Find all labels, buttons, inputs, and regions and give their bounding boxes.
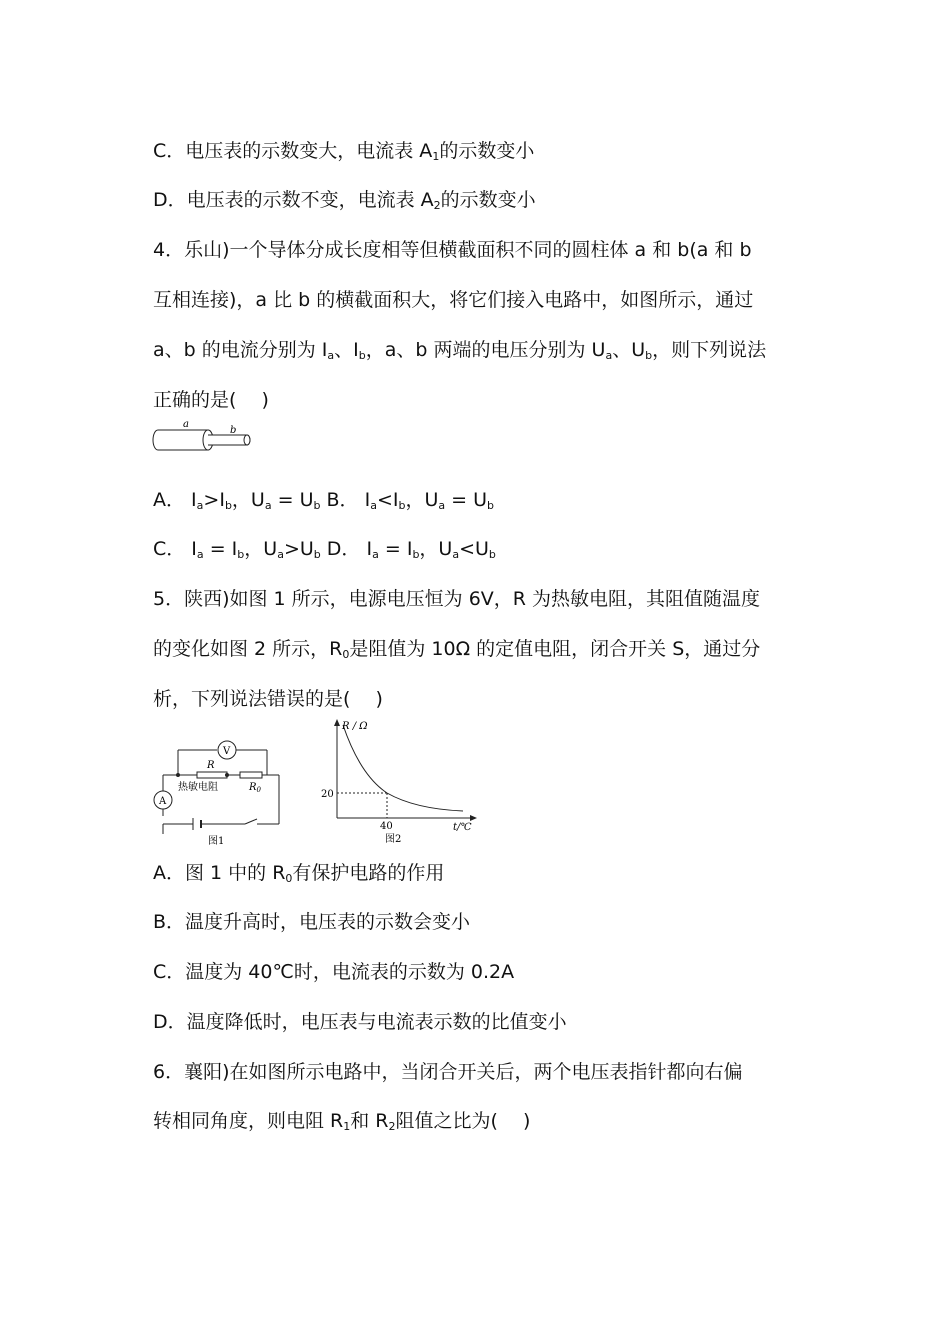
cylinder-figure [150,418,260,458]
q5-line-3: 析，下列说法错误的是( ) [153,688,383,710]
ammeter-label: A [159,796,167,807]
x-axis-label: t/℃ [453,822,472,833]
option-d-prev: D．电压表的示数不变，电流表 $A_2$的示数变小 [153,189,536,212]
q5-line-1: 5．陕西)如图 1 所示，电源电压恒为 6V，R 为热敏电阻，其阻值随温度 [153,588,761,610]
q4-line-1: 4．乐山)一个导体分成长度相等但横截面积不同的圆柱体 a 和 b(a 和 b [153,239,752,261]
y-tick-20: 20 [321,789,334,800]
graph-figure-2 [315,715,485,850]
q4-line-2: 互相连接)，a 比 b 的横截面积大，将它们接入电路中，如图所示，通过 [153,289,754,311]
q5-option-d: D．温度降低时，电压表与电流表示数的比值变小 [153,1011,567,1033]
thermistor-label: 热敏电阻 [178,782,218,793]
circuit-figure-1 [145,732,290,850]
q4-options-cd: C． $I_a = I_b$，$U_a>U_b$ D． $I_a = I_b$，$U_a<U_b$ [153,538,496,561]
q5-line-2: 的变化如图 2 所示，$R_0$是阻值为 10Ω 的定值电阻，闭合开关 S，通过分 [153,638,761,661]
option-c-prev: C．电压表的示数变大，电流表 $A_1$的示数变小 [153,140,535,163]
y-axis-label: R / Ω [342,721,368,732]
figure-2-caption: 图2 [385,834,402,845]
q6-line-1: 6．襄阳)在如图所示电路中，当闭合开关后，两个电压表指针都向右偏 [153,1061,743,1083]
resistor-r-label: R [207,760,215,771]
q4-options-ab: A． $I_a>I_b$，$U_a = U_b$ B． $I_a<I_b$，$U_a = U_b$ [153,489,495,512]
q5-option-c: C．温度为 40℃时，电流表的示数为 0.2A [153,961,515,983]
cylinder-label-a: a [183,419,189,430]
voltmeter-label: V [223,746,231,757]
x-tick-40: 40 [380,821,393,832]
q6-line-2: 转相同角度，则电阻 $R_1$和 $R_2$阻值之比为( ) [153,1110,531,1133]
q4-line-3: a、b 的电流分别为 $I_a$、$I_b$，a、b 两端的电压分别为 $U_a$、$U_b$，则下列说法 [153,339,767,362]
figure-1-caption: 图1 [208,836,225,847]
cylinder-label-b: b [230,425,237,436]
q5-option-b: B．温度升高时，电压表的示数会变小 [153,911,471,933]
q5-option-a: A．图 1 中的 $R_0$有保护电路的作用 [153,862,445,885]
resistor-r0-label: $R_0$ [249,782,261,794]
q4-line-4: 正确的是( ) [153,389,269,411]
